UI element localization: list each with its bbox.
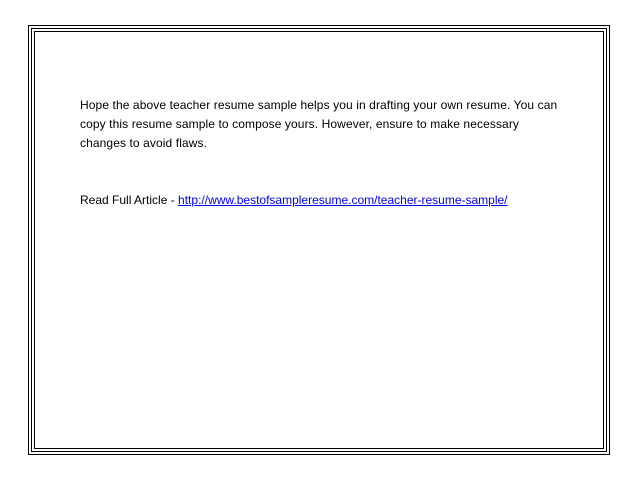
- read-full-article: [80, 191, 508, 210]
- page-border: [28, 25, 610, 455]
- read-more-label: Read Full Article -: [80, 193, 179, 207]
- body-line-2: copy this resume sample to compose yours. However, ensure to make necessary: [80, 117, 520, 131]
- body-paragraph: [80, 96, 580, 153]
- article-link[interactable]: http://www.bestofsampleresume.com/teacher-resume-sample/: [178, 193, 508, 207]
- page-border-inner: [34, 31, 604, 449]
- body-text: [80, 96, 580, 153]
- body-line-1: Hope the above teacher resume sample helps you in drafting your own resume. You can: [80, 98, 558, 112]
- body-line-3: changes to avoid flaws.: [80, 136, 208, 150]
